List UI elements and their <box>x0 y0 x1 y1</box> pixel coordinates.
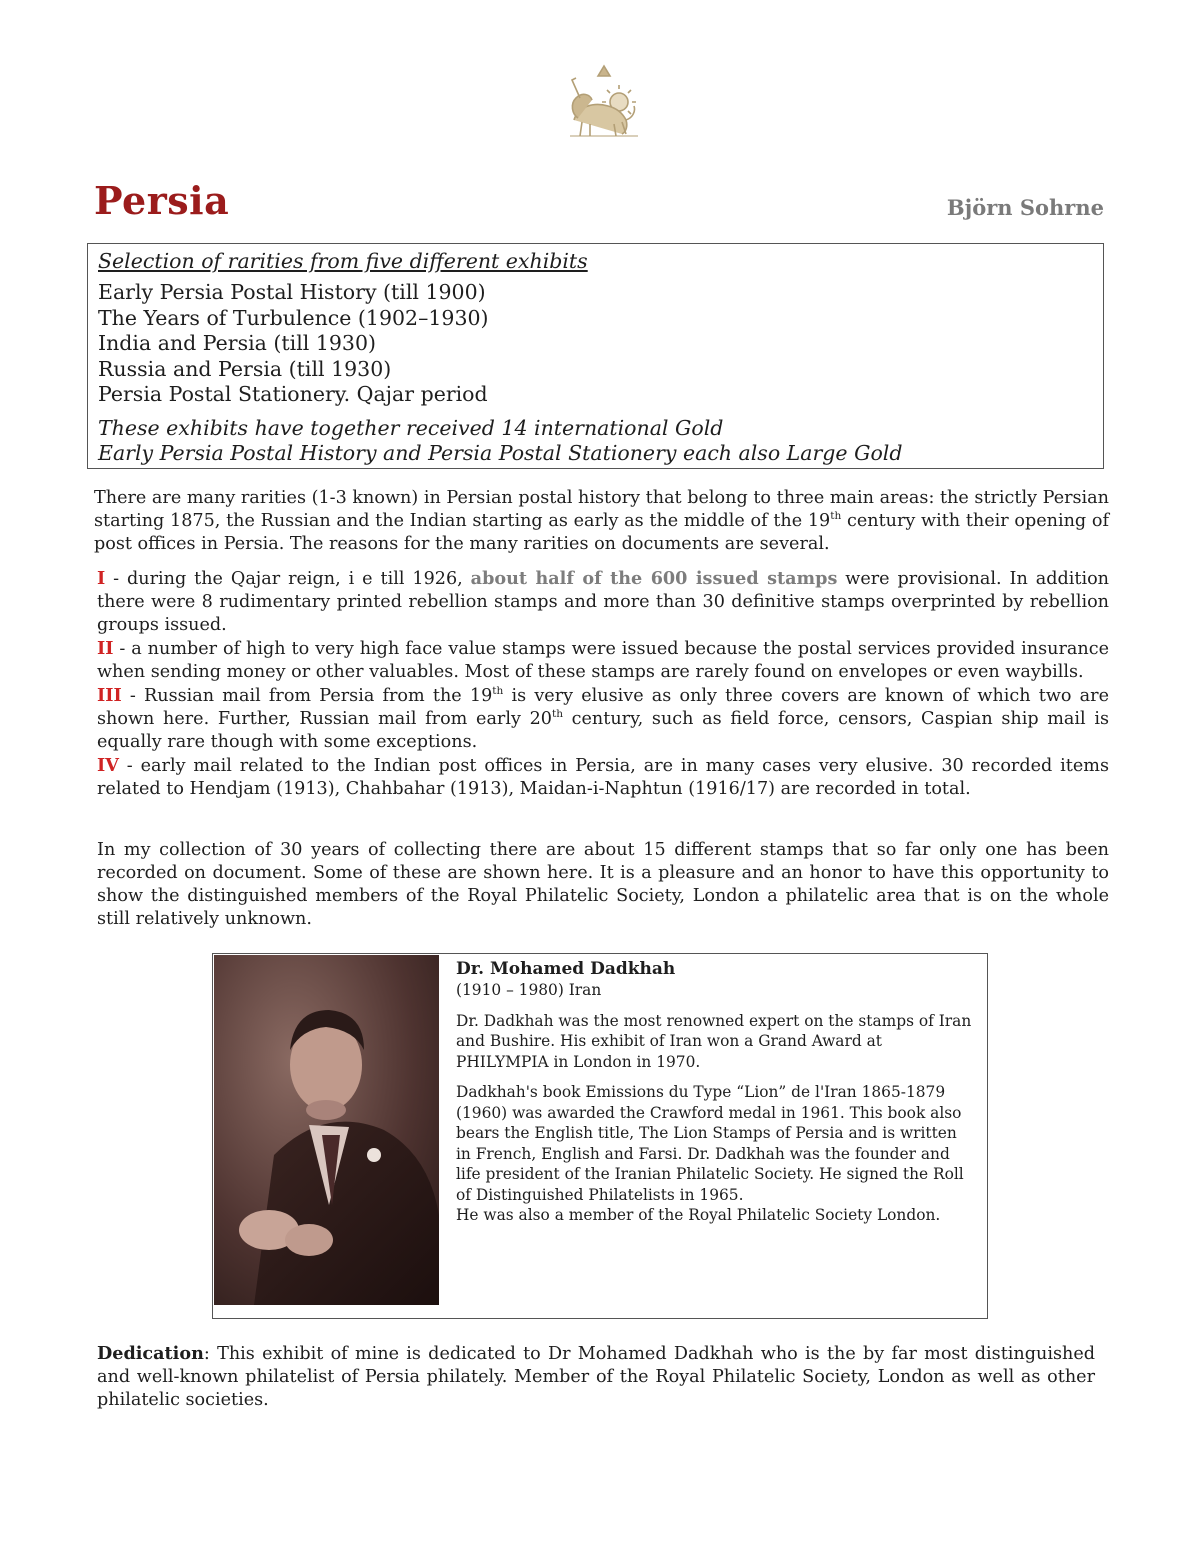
dedication-label: Dedication <box>97 1343 204 1364</box>
roman-numeral: IV <box>97 755 119 776</box>
lion-and-sun-emblem-icon <box>560 62 648 146</box>
page-title: Persia <box>94 178 230 223</box>
point-text: - a number of high to very high face value stamps were issued because the postal services provided insurance when sending money or other valuables. Most of these stamps are rarely found on envelopes or even waybills. <box>97 639 1109 682</box>
roman-numeral: II <box>97 638 114 659</box>
profile-bio <box>456 958 976 1226</box>
roman-numeral: I <box>97 568 106 589</box>
superscript: th <box>551 708 563 721</box>
list-item <box>97 754 1109 801</box>
profile-card <box>212 953 988 1319</box>
awards-note <box>98 416 1093 467</box>
superscript: th <box>492 685 504 698</box>
rarity-areas-list <box>97 567 1109 801</box>
roman-numeral: III <box>97 685 122 706</box>
point-text: century, such as field force, censors, Caspian ship mail is equally rare though with some exceptions. <box>97 709 1109 752</box>
point-text: - early mail related to the Indian post offices in Persia, are in many cases very elusive. 30 recorded items related to Hendjam (1913), Chahbahar (1913), Maidan-i-Naphtun (1916/17) are recorded in total. <box>97 756 1109 799</box>
point-text: - Russian mail from Persia from the 19 <box>121 686 493 706</box>
collection-paragraph: In my collection of 30 years of collecting there are about 15 different stamps that so far only one has been recorded on document. Some of these are shown here. It is a pleasure and an honor to have this opportunity to show the distinguished members of the Royal Philatelic Society, London a philatelic area that is on the whole still relatively unknown. <box>97 840 1109 929</box>
point-text: were provisional. In addition there were 8 rudimentary printed rebellion stamps and more than 30 definitive stamps overprinted by rebellion groups issued. <box>97 569 1109 635</box>
exhibit-item: India and Persia (till 1930) <box>98 331 376 355</box>
bio-paragraph: Dr. Dadkhah was the most renowned expert on the stamps of Iran and Bushire. His exhibit of Iran won a Grand Award at PHILYMPIA in London in 1970. <box>456 1011 972 1071</box>
list-item <box>97 684 1109 754</box>
dedication-text: : This exhibit of mine is dedicated to Dr Mohamed Dadkhah who is the by far most distinguished and well-known philatelist of Persia philately. Member of the Royal Philatelic Society, London as well as other philatelic societies. <box>97 1344 1095 1410</box>
intro-text: There are many rarities (1-3 known) in Persian postal history that belong to three main areas: the strictly Persian starting 1875, the Russian and the Indian starting as early as the middle of the 19 <box>94 488 1109 531</box>
point-text: - during the Qajar reign, i e till 1926, <box>105 569 471 589</box>
exhibit-item: The Years of Turbulence (1902–1930) <box>98 305 489 330</box>
list-item <box>97 637 1109 684</box>
bio-paragraph: Dadkhah's book Emissions du Type “Lion” de l'Iran 1865-1879 (1960) was awarded the Crawford medal in 1961. This book also bears the English title, The Lion Stamps of Persia and is written in French, English and Farsi. Dr. Dadkhah was the founder and life president of the Iranian Philatelic Society. He signed the Roll of Distinguished Philatelists in 1965. <box>456 1083 964 1204</box>
exhibits-box <box>87 243 1104 469</box>
highlighted-text: about half of the 600 issued stamps <box>470 568 838 589</box>
awards-line: These exhibits have together received 14 international Gold <box>98 415 724 440</box>
dedication-paragraph <box>97 1342 1095 1412</box>
superscript: th <box>830 510 842 523</box>
profile-dates: (1910 – 1980) Iran <box>456 981 602 999</box>
list-item <box>97 567 1109 637</box>
author-name: Björn Sohrne <box>946 195 1104 220</box>
bio-paragraph: He was also a member of the Royal Philatelic Society London. <box>456 1206 941 1224</box>
intro-paragraph <box>94 487 1109 556</box>
exhibits-heading: Selection of rarities from five different exhibits <box>98 249 588 273</box>
intro-text: century with their opening of post offices in Persia. The reasons for the many rarities on documents are several. <box>94 511 1110 554</box>
profile-name: Dr. Mohamed Dadkhah <box>456 959 676 979</box>
point-text: is very elusive as only three covers are known of which two are shown here. Further, Russian mail from early 20 <box>97 686 1109 729</box>
exhibit-item: Persia Postal Stationery. Qajar period <box>98 382 488 406</box>
exhibit-item: Russia and Persia (till 1930) <box>98 356 392 381</box>
exhibit-item: Early Persia Postal History (till 1900) <box>98 280 486 304</box>
awards-line: Early Persia Postal History and Persia Postal Stationery each also Large Gold <box>98 441 903 465</box>
portrait-photo <box>214 955 439 1305</box>
